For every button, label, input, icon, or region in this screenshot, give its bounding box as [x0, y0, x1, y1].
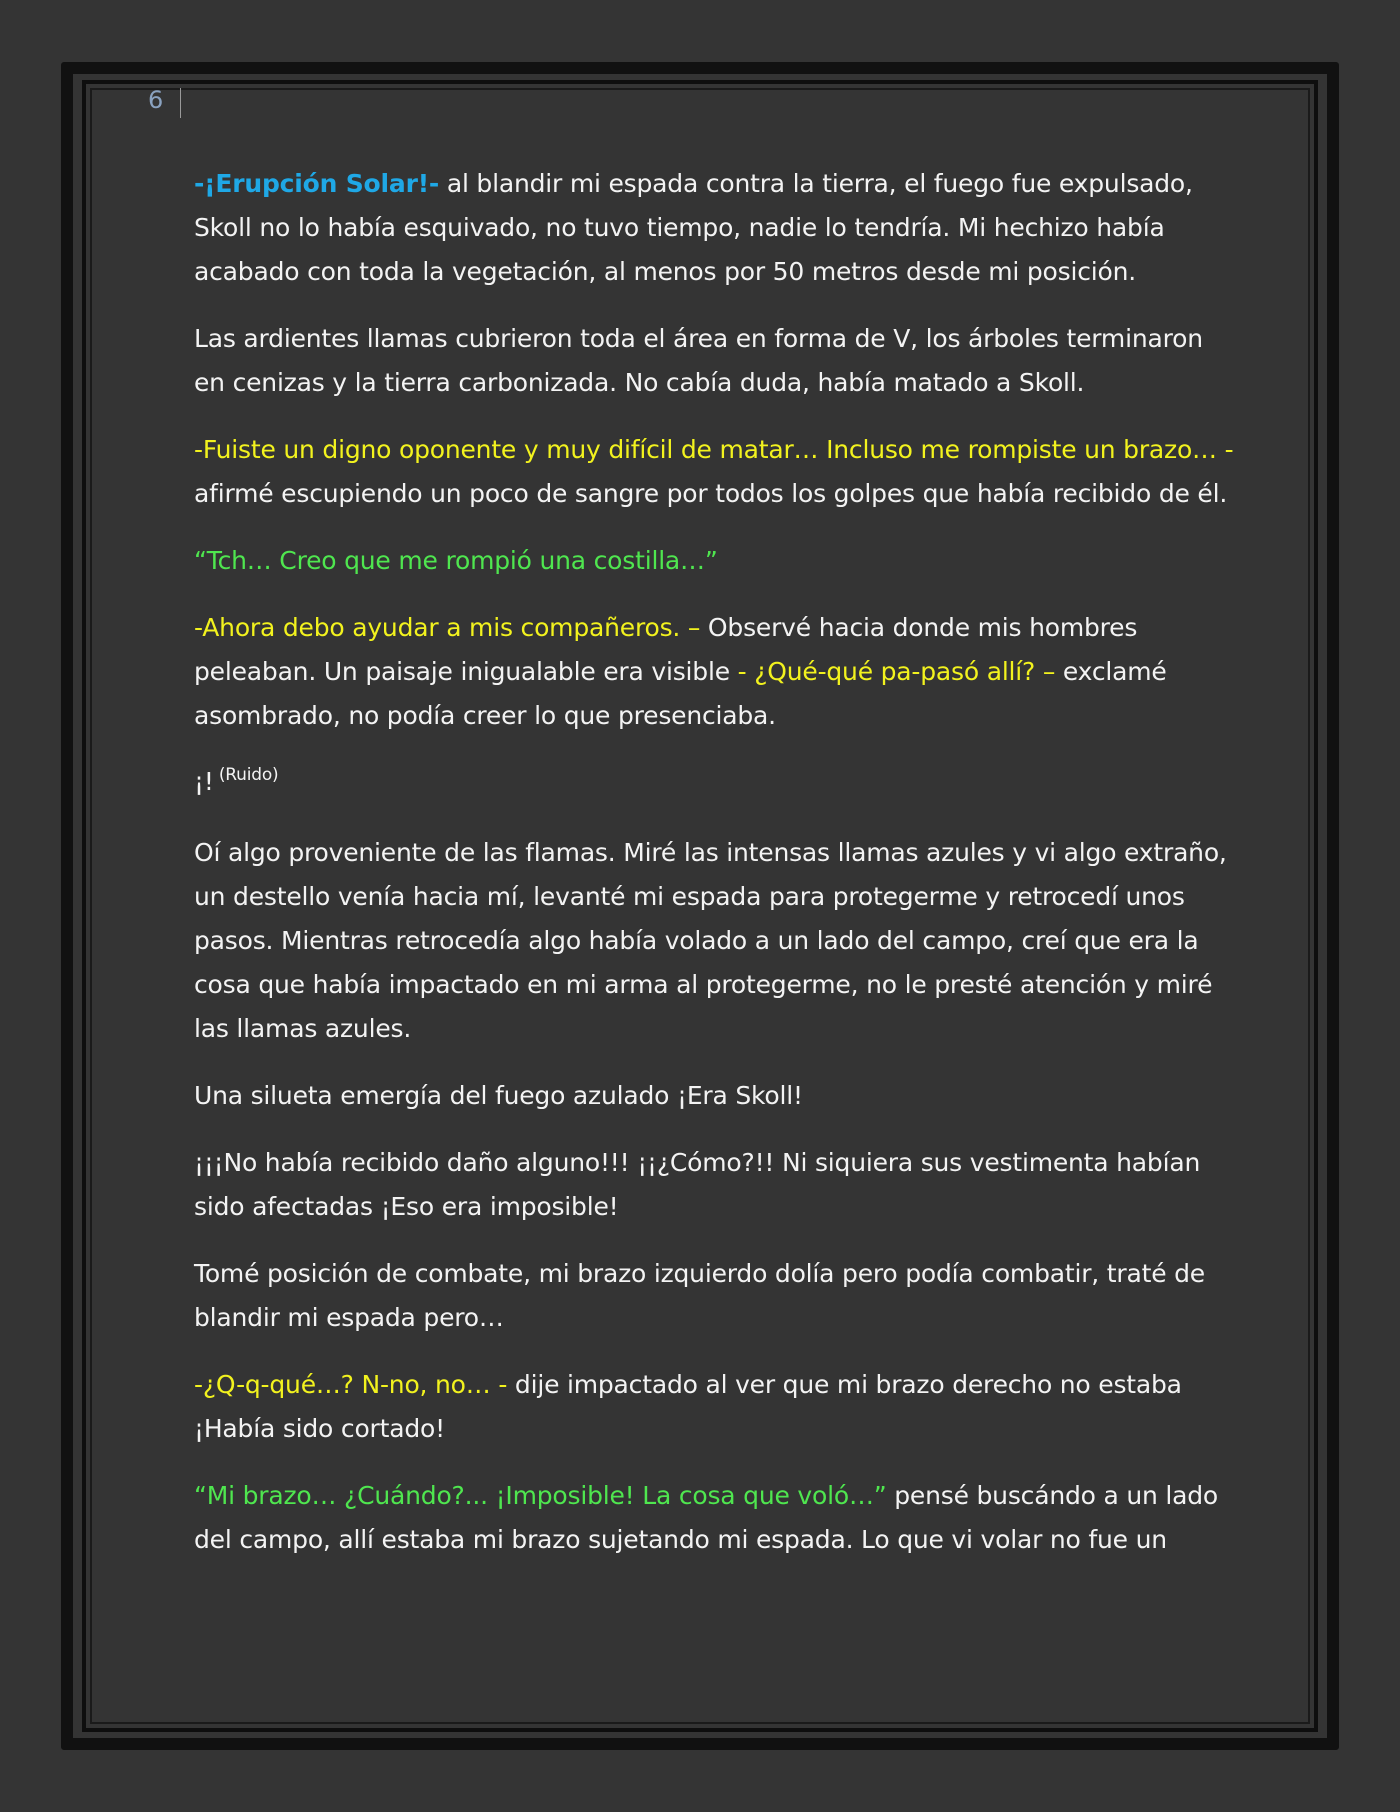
paragraph: [194, 1141, 1234, 1229]
dialogue-text: -Fuiste un digno oponente y muy difícil de matar… Incluso me rompiste un brazo… -: [194, 435, 1234, 464]
dialogue-text: -¿Q-q-qué…? N-no, no… -: [194, 1370, 508, 1399]
noise-label: (Ruido): [213, 765, 279, 785]
thought-text: “Mi brazo… ¿Cuándo?... ¡Imposible! La cosa que voló…”: [194, 1481, 887, 1510]
page-number-divider: [180, 88, 181, 118]
narration-text: pensé buscándo a un lado del campo, allí estaba mi brazo sujetando mi espada. Lo que vi volar no fue un: [194, 1481, 1219, 1554]
paragraph: [194, 317, 1234, 405]
narration-text: ¡¡¡No había recibido daño alguno!!! ¡¡¿Cómo?!! Ni siquiera sus vestimenta habían sido afectadas ¡Eso era imposible!: [194, 1148, 1201, 1221]
narration-text: Las ardientes llamas cubrieron toda el área en forma de V, los árboles terminaron en cenizas y la tierra carbonizada. No cabía duda, había matado a Skoll.: [194, 324, 1203, 397]
narration-text: dije impactado al ver que mi brazo derecho no estaba ¡Había sido cortado!: [194, 1370, 1182, 1443]
narration-text: Observé hacia donde mis hombres peleaban. Un paisaje inigualable era visible: [194, 613, 1138, 686]
spell-shout-text: -¡Erupción Solar!-: [194, 169, 440, 198]
paragraph: [194, 1363, 1234, 1451]
narration-text: afirmé escupiendo un poco de sangre por todos los golpes que había recibido de él.: [194, 479, 1228, 508]
dialogue-text: - ¿Qué-qué pa-pasó allí? –: [737, 657, 1056, 686]
page-number: 6: [148, 86, 164, 114]
noise-line: [194, 753, 1234, 804]
paragraph: [194, 1074, 1234, 1118]
paragraph: [194, 1252, 1234, 1340]
paragraph: [194, 539, 1234, 583]
narration-text: Oí algo proveniente de las flamas. Miré las intensas llamas azules y vi algo extraño, un destello venía hacia mí, levanté mi espada para protegerme y retrocedí unos pasos. Mientras retrocedía algo había volado a un lado del campo, creí que era la cosa que había impactado en mi arma al protegerme, no le presté atención y miré las llamas azules.: [194, 838, 1227, 1043]
narration-text: Una silueta emergía del fuego azulado ¡Era Skoll!: [194, 1081, 803, 1110]
paragraph: [194, 606, 1234, 738]
paragraph: [194, 831, 1234, 1051]
story-text: [194, 162, 1234, 1585]
thought-text: “Tch… Creo que me rompió una costilla…”: [194, 546, 718, 575]
narration-text: ¡!: [194, 767, 214, 796]
narration-text: Tomé posición de combate, mi brazo izquierdo dolía pero podía combatir, traté de blandir mi espada pero…: [194, 1259, 1205, 1332]
dialogue-text: -Ahora debo ayudar a mis compañeros. –: [194, 613, 701, 642]
paragraph: [194, 162, 1234, 294]
paragraph: [194, 1474, 1234, 1562]
narration-text: al blandir mi espada contra la tierra, el fuego fue expulsado, Skoll no lo había esquivado, no tuvo tiempo, nadie lo tendría. Mi hechizo había acabado con toda la vegetación, al menos por 50 metros desde mi posición.: [194, 169, 1193, 286]
narration-text: exclamé asombrado, no podía creer lo que presenciaba.: [194, 657, 1167, 730]
paragraph: [194, 428, 1234, 516]
